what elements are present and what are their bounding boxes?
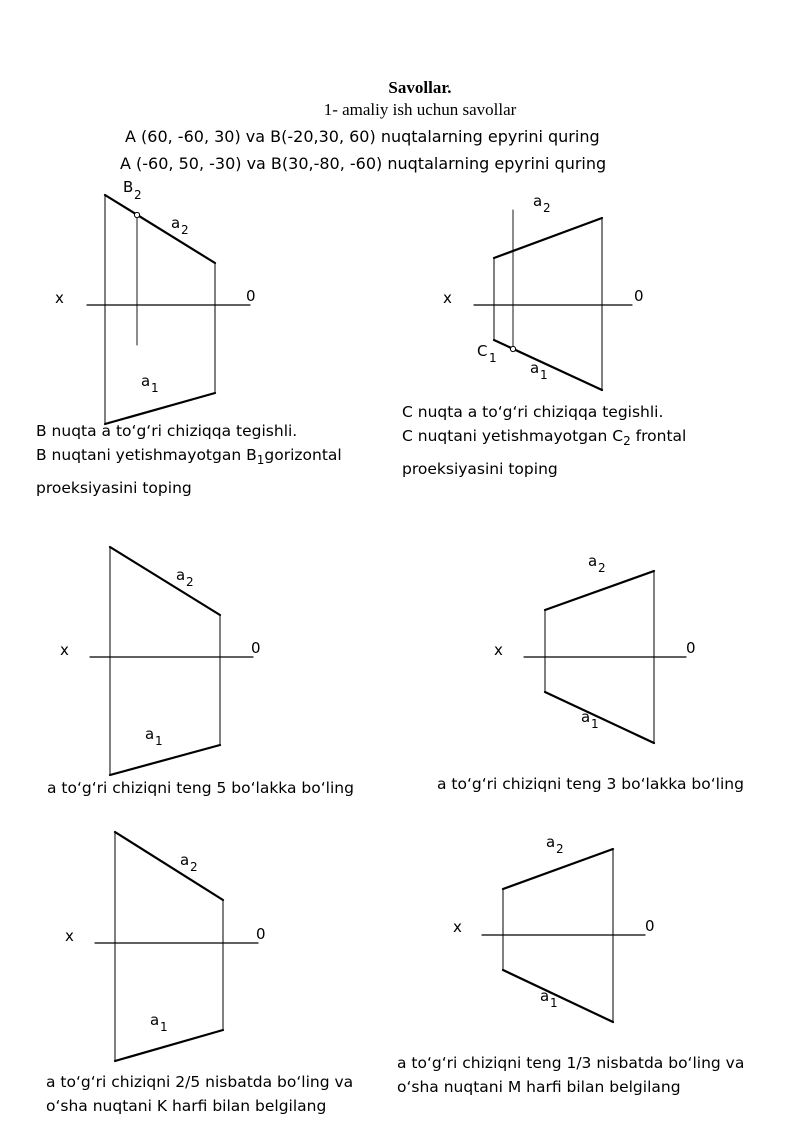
fig1-b-sub: 2 (134, 188, 142, 202)
fig2-a1-line (494, 340, 602, 390)
fig5-a1-sub: 1 (160, 1020, 168, 1034)
fig2-caption-line1: C nuqta a to‘g‘ri chiziqqa tegishli. (402, 403, 664, 421)
fig5-a2-sub: 2 (190, 860, 198, 874)
fig5-a2-line (115, 832, 223, 900)
fig4-caption: a to‘g‘ri chiziqni teng 3 bo‘lakka bo‘ling (437, 775, 744, 793)
fig2-a1-sub: 1 (540, 368, 548, 382)
fig3-a1-sub: 1 (155, 734, 163, 748)
fig3-a2-line (110, 547, 220, 615)
fig5-x-label: x (65, 927, 74, 945)
task-1: A (60, -60, 30) va B(-20,30, 60) nuqtalarning epyrini quring (125, 127, 600, 146)
fig1-caption-line3: proeksiyasini toping (36, 479, 192, 498)
figure-4 (524, 571, 686, 743)
fig1-caption-line2-sub: 1 (256, 453, 265, 468)
fig6-a1-line (503, 970, 613, 1022)
fig5-a1-label: a (150, 1011, 160, 1029)
fig3-a1-line (110, 745, 220, 775)
fig1-a2-line (105, 195, 215, 263)
fig6-caption-line2: o‘sha nuqtani M harfi bilan belgilang (397, 1078, 681, 1096)
fig6-a1-label: a (540, 987, 550, 1005)
fig2-a2-sub: 2 (543, 201, 551, 215)
fig2-x-label: x (443, 289, 452, 307)
fig2-a2-line (494, 218, 602, 258)
fig2-a1-label: a (530, 359, 540, 377)
fig5-a2-label: a (180, 851, 190, 869)
fig5-caption (46, 1070, 353, 1118)
fig2-a2-label: a (533, 192, 543, 210)
page-subtitle: 1- amaliy ish uchun savollar (323, 100, 517, 119)
fig4-a1-line (545, 692, 654, 743)
fig6-x-label: x (453, 918, 462, 936)
fig6-caption (397, 1051, 744, 1099)
fig1-b-label: B (123, 178, 134, 196)
fig1-x-label: x (55, 289, 64, 307)
fig2-caption-line3: proeksiyasini toping (402, 460, 558, 479)
figure-6 (482, 849, 645, 1022)
fig1-zero-label: 0 (246, 287, 256, 305)
fig1-a1-label: a (141, 372, 151, 390)
fig1-b2-point (134, 212, 139, 217)
fig1-caption-line2-post: gorizontal (264, 446, 342, 464)
fig6-a1-sub: 1 (550, 996, 558, 1010)
fig4-a2-sub: 2 (598, 561, 606, 575)
fig3-caption: a to‘g‘ri chiziqni teng 5 bo‘lakka bo‘ling (47, 779, 354, 797)
fig1-caption-line2-pre: B nuqtani yetishmayotgan B (36, 446, 257, 464)
fig2-caption-line2-sub: 2 (623, 434, 631, 449)
figure-1 (87, 195, 250, 424)
fig3-zero-label: 0 (251, 639, 261, 657)
fig2-caption-line2-pre: C nuqtani yetishmayotgan C (402, 427, 624, 445)
figure-2 (474, 210, 632, 390)
fig1-a1-sub: 1 (151, 381, 159, 395)
fig5-caption-line1: a to‘g‘ri chiziqni 2/5 nisbatda bo‘ling va (46, 1073, 354, 1091)
fig5-caption-line2: o‘sha nuqtani K harfi bilan belgilang (46, 1097, 327, 1115)
fig5-a1-line (115, 1030, 223, 1061)
fig6-caption-line1: a to‘g‘ri chiziqni teng 1/3 nisbatda bo‘ling va (397, 1054, 745, 1072)
fig4-x-label: x (494, 641, 503, 659)
fig1-caption-line1: B nuqta a to‘g‘ri chiziqqa tegishli. (36, 422, 298, 440)
fig2-c-label: C (477, 342, 488, 360)
fig4-a1-sub: 1 (591, 717, 599, 731)
fig3-x-label: x (60, 641, 69, 659)
fig1-caption-line2 (36, 443, 342, 472)
fig6-a2-label: a (546, 833, 556, 851)
fig4-a2-line (545, 571, 654, 610)
fig2-caption-line2-post: frontal (630, 427, 687, 445)
task-2: A (-60, 50, -30) va B(30,-80, -60) nuqtalarning epyrini quring (120, 154, 607, 173)
fig2-c-sub: 1 (489, 351, 497, 365)
page-title: Savollar. (388, 78, 452, 97)
fig2-caption-line2 (402, 424, 686, 453)
fig2-caption (402, 400, 686, 481)
fig3-a2-label: a (176, 566, 186, 584)
fig1-caption (36, 419, 342, 500)
fig5-zero-label: 0 (256, 925, 266, 943)
fig1-a2-sub: 2 (181, 223, 189, 237)
fig4-zero-label: 0 (686, 639, 696, 657)
figure-5 (95, 832, 258, 1061)
fig6-a2-sub: 2 (556, 842, 564, 856)
fig4-a2-label: a (588, 552, 598, 570)
fig1-a2-label: a (171, 214, 181, 232)
fig2-c1-point (510, 346, 515, 351)
fig6-zero-label: 0 (645, 917, 655, 935)
fig3-a1-label: a (145, 725, 155, 743)
fig2-zero-label: 0 (634, 287, 644, 305)
figure-3 (90, 547, 253, 775)
fig4-a1-label: a (581, 708, 591, 726)
fig3-a2-sub: 2 (186, 575, 194, 589)
